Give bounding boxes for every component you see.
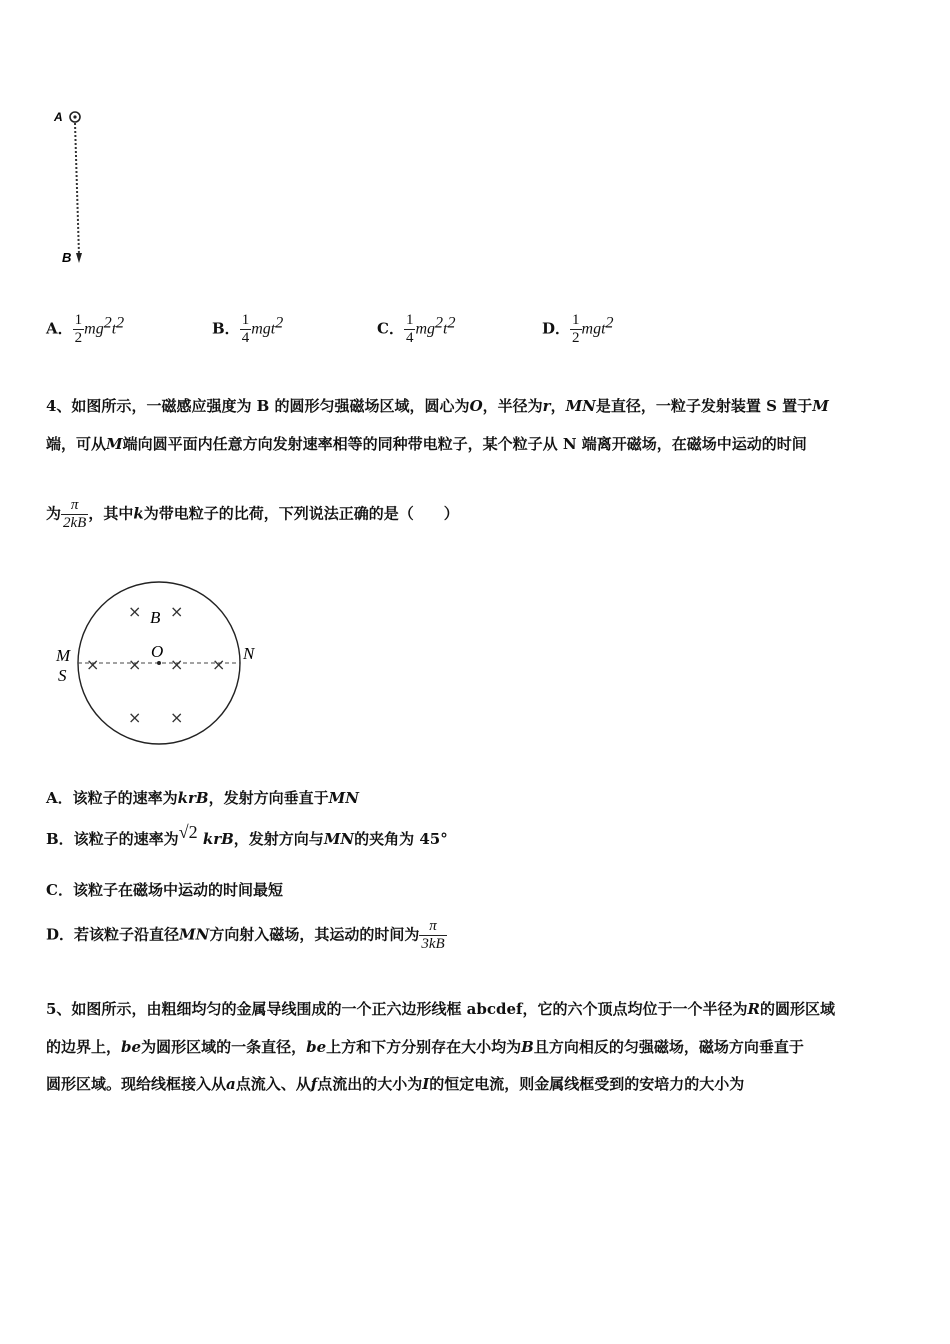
q4-time-fraction <box>61 497 88 532</box>
dotted-path <box>75 123 79 255</box>
q3-option-c-expr: mg <box>415 320 436 338</box>
q4-option-b-text: B．该粒子的速率为 <box>46 830 179 848</box>
q5-line1 <box>46 998 835 1019</box>
q3-option-b-expr: mgt <box>251 320 276 338</box>
q5-line3-a: 圆形区域。现给线框接入从 <box>46 1075 227 1093</box>
q5-i: I <box>422 1075 430 1093</box>
q5-be: be <box>121 1038 142 1056</box>
q3-option-c-letter: C． <box>377 319 404 338</box>
q4-mn: MN <box>565 397 596 415</box>
fig-label-o: O <box>151 642 164 661</box>
q4-option-a-krb: krB <box>177 789 209 807</box>
q3-option-a-den: 2 <box>74 330 83 346</box>
q4-option-d-num: π <box>429 918 437 934</box>
q3-option-b-den: 4 <box>241 330 250 346</box>
q3-option-d-expr: mgt <box>581 320 606 338</box>
q5-line1-a: 5、如图所示，由粗细均匀的金属导线围成的一个正六边形线框 abcdef，它的六个顶点均位于一个半径为 <box>46 1000 748 1018</box>
q4-option-b-krb: krB <box>202 830 234 848</box>
q4-line2-a: 端，可从 <box>46 435 107 453</box>
q5-a: a <box>226 1075 236 1093</box>
magnetic-field-figure <box>50 575 270 755</box>
q4-option-d-den: 3kB <box>421 936 445 952</box>
q4-line1-b: ，半径为 <box>482 397 543 415</box>
q4-frac-num: π <box>70 497 79 513</box>
field-cross: × <box>170 602 184 621</box>
q3-option-a-sup2: 2 <box>116 314 125 332</box>
q4-line1 <box>46 395 829 416</box>
q4-line3-a: 为 <box>46 504 62 523</box>
q4-option-d-text2: 方向射入磁场，其运动的时间为 <box>209 925 420 944</box>
fig-label-b: B <box>150 608 161 627</box>
q4-option-a-text2: ，发射方向垂直于 <box>208 789 329 807</box>
center-dot <box>157 661 161 665</box>
fig-label-m: M <box>56 646 71 665</box>
q4-line3-b: ，其中 <box>88 504 134 523</box>
q3-option-b-num: 1 <box>241 312 250 328</box>
q4-line1-a: 4、如图所示，一磁感应强度为 B 的圆形匀强磁场区域，圆心为 <box>46 397 470 415</box>
field-cross: × <box>170 655 184 674</box>
q3-option-b[interactable] <box>212 312 283 347</box>
q4-line1-c: ， <box>550 397 566 415</box>
q4-m2: M <box>106 435 123 453</box>
q4-option-d-text: D．若该粒子沿直径 <box>46 925 180 944</box>
q3-option-c[interactable] <box>377 312 455 347</box>
q5-f: f <box>310 1075 318 1093</box>
q5-line3-b: 点流入、从 <box>235 1075 311 1093</box>
arrow-head <box>76 253 82 263</box>
field-cross: × <box>212 655 226 674</box>
q3-option-a[interactable] <box>46 312 124 347</box>
q3-option-a-num: 1 <box>74 312 83 328</box>
q4-option-b[interactable] <box>46 822 448 849</box>
q4-line1-d: 是直径，一粒子发射装置 S 置于 <box>595 397 813 415</box>
q4-option-d-mn: MN <box>179 925 210 944</box>
q5-line2-c: 上方和下方分别存在大小均为 <box>326 1038 522 1056</box>
q5-line3-c: 点流出的大小为 <box>317 1075 423 1093</box>
q5-line2-a: 的边界上， <box>46 1038 122 1056</box>
q3-option-a-tail: t <box>111 320 117 338</box>
q3-option-a-expr: mg <box>84 320 104 338</box>
field-cross: × <box>128 602 142 621</box>
field-cross: × <box>128 655 142 674</box>
q3-option-b-fraction <box>240 312 252 347</box>
fig-label-n: N <box>243 644 255 663</box>
q5-be2: be <box>306 1038 327 1056</box>
q4-option-b-mn: MN <box>323 830 355 848</box>
q3-option-a-fraction <box>73 312 85 347</box>
fig1-label-b: B <box>62 250 72 265</box>
q5-line2 <box>46 1036 804 1057</box>
q3-option-c-fraction <box>404 312 416 347</box>
q3-option-d-fraction <box>570 312 582 347</box>
q3-option-c-den: 4 <box>405 330 414 346</box>
q4-line3-c: 为带电粒子的比荷，下列说法正确的是（ ） <box>143 504 459 523</box>
q3-option-a-sup1: 2 <box>103 314 112 332</box>
field-cross: × <box>86 655 100 674</box>
field-cross: × <box>128 708 142 727</box>
q4-o: O <box>469 397 483 415</box>
q5-line2-d: 且方向相反的匀强磁场，磁场方向垂直于 <box>533 1038 804 1056</box>
q4-line2 <box>46 433 807 454</box>
point-a-dot <box>73 115 76 118</box>
fig1-label-a: A <box>54 110 63 124</box>
q3-option-d-den: 2 <box>572 330 580 346</box>
q4-line3 <box>46 497 459 532</box>
q3-option-a-letter: A． <box>46 319 73 338</box>
q3-option-d[interactable] <box>542 312 614 347</box>
q3-option-c-tail: t <box>443 320 448 338</box>
q4-k: k <box>133 504 144 523</box>
q3-option-d-sup1: 2 <box>605 314 614 332</box>
q3-option-c-sup1: 2 <box>435 314 444 332</box>
falling-path-figure <box>50 105 100 270</box>
q4-option-a[interactable] <box>46 787 359 808</box>
q3-option-c-sup2: 2 <box>447 314 456 332</box>
q4-line2-b: 端向圆平面内任意方向发射速率相等的同种带电粒子，某个粒子从 N 端离开磁场，在磁场中运动的时间 <box>122 435 807 453</box>
q5-b: B <box>521 1038 534 1056</box>
q4-frac-den: 2kB <box>63 515 87 531</box>
q3-option-b-letter: B． <box>212 319 240 338</box>
q5-line1-b: 的圆形区域 <box>759 1000 835 1018</box>
q3-option-b-sup1: 2 <box>275 314 284 332</box>
q3-option-d-letter: D． <box>542 319 571 338</box>
q4-option-a-text: A．该粒子的速率为 <box>46 789 178 807</box>
q4-option-b-text3: 的夹角为 45° <box>354 830 448 848</box>
q5-line3-d: 的恒定电流，则金属线框受到的安培力的大小为 <box>429 1075 745 1093</box>
q4-m: M <box>812 397 829 415</box>
q4-option-d[interactable] <box>46 918 447 953</box>
q5-r: R <box>747 1000 760 1018</box>
q4-option-d-fraction <box>419 918 446 953</box>
q3-option-c-num: 1 <box>405 312 414 328</box>
q4-option-c-text: C．该粒子在磁场中运动的时间最短 <box>46 881 283 899</box>
q4-option-c[interactable] <box>46 879 283 900</box>
fig-label-s: S <box>58 666 67 685</box>
q3-option-d-num: 1 <box>572 312 580 328</box>
field-cross: × <box>170 708 184 727</box>
q5-line2-b: 为圆形区域的一条直径， <box>141 1038 307 1056</box>
q4-r: r <box>542 397 551 415</box>
q4-option-b-sqrt: √2 <box>178 822 198 842</box>
q5-line3 <box>46 1073 744 1094</box>
q4-option-b-text2: ，发射方向与 <box>233 830 324 848</box>
q4-option-a-mn: MN <box>328 789 359 807</box>
